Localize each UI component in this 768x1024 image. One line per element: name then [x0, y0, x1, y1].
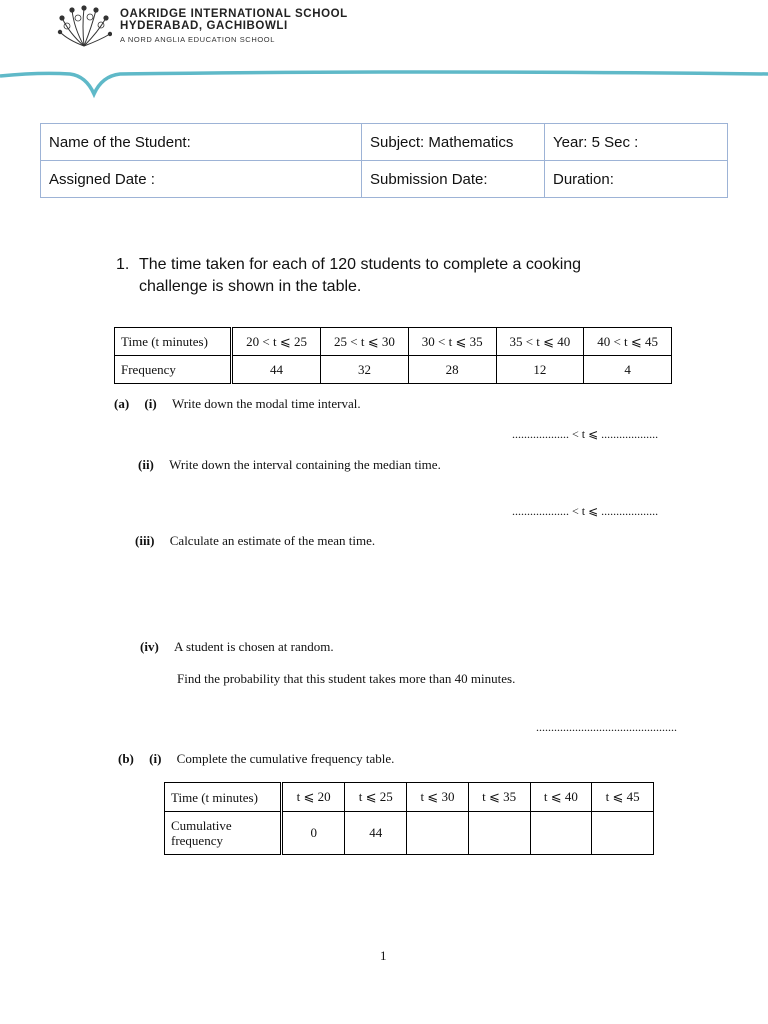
cf-answer-cell[interactable] — [407, 812, 469, 855]
question-1-text — [116, 254, 581, 298]
sub-iv-text-2: Find the probability that this student takes more than 40 minutes. — [177, 671, 516, 686]
cf-row-label-1: Cumulative — [171, 818, 232, 833]
year-section-cell: Year: 5 Sec : — [545, 124, 728, 161]
sub-i-text: Write down the modal time interval. — [171, 396, 361, 411]
cf-value-cell: 44 — [345, 812, 407, 855]
subject-cell: Subject: Mathematics — [362, 124, 545, 161]
school-affiliation: A NORD ANGLIA EDUCATION SCHOOL — [120, 35, 275, 44]
part-a-label: (a) — [114, 396, 130, 411]
sub-ii-label: (ii) — [138, 457, 154, 472]
question-number: 1. — [116, 256, 130, 273]
part-b-label: (b) — [118, 751, 134, 766]
submission-date-cell: Submission Date: — [362, 161, 545, 198]
sub-ii-text: Write down the interval containing the median time. — [169, 457, 441, 472]
part-b-sub-i-label: (i) — [149, 751, 162, 766]
cf-bound-cell: t ⩽ 25 — [345, 783, 407, 812]
sub-i-label: (i) — [144, 396, 157, 411]
interval-cell: 20 < t ⩽ 25 — [232, 328, 321, 356]
cf-answer-cell[interactable] — [592, 812, 654, 855]
student-name-cell: Name of the Student: — [41, 124, 362, 161]
answer-line-median[interactable]: ................... < t ⩽ ................... — [512, 504, 659, 518]
part-b-sub-i-text: Complete the cumulative frequency table. — [176, 751, 395, 766]
interval-cell: 35 < t ⩽ 40 — [496, 328, 584, 356]
cf-bound-cell: t ⩽ 20 — [282, 783, 345, 812]
part-b-i — [118, 751, 394, 767]
assigned-date-cell: Assigned Date : — [41, 161, 362, 198]
cf-row-header-cell — [165, 812, 282, 855]
school-location: HYDERABAD, GACHIBOWLI — [120, 20, 288, 32]
cf-row-label-2: frequency — [171, 833, 223, 848]
time-header-cell: Time (t minutes) — [115, 328, 232, 356]
sub-iv-text-1: A student is chosen at random. — [174, 639, 334, 654]
cf-answer-cell[interactable] — [468, 812, 530, 855]
cf-value-cell: 0 — [282, 812, 345, 855]
interval-cell: 40 < t ⩽ 45 — [584, 328, 672, 356]
question-line-1: The time taken for each of 120 students to complete a cooking — [139, 256, 582, 273]
cf-time-header-cell: Time (t minutes) — [165, 783, 282, 812]
interval-cell: 25 < t ⩽ 30 — [321, 328, 409, 356]
frequency-cell: 12 — [496, 356, 584, 384]
frequency-cell: 44 — [232, 356, 321, 384]
page-number: 1 — [380, 948, 387, 963]
cumulative-frequency-table — [164, 782, 654, 855]
frequency-cell: 4 — [584, 356, 672, 384]
frequency-cell: 28 — [408, 356, 496, 384]
student-info-table — [40, 123, 728, 198]
part-a-i — [114, 396, 361, 412]
question-line-2: challenge is shown in the table. — [139, 278, 362, 295]
cf-bound-cell: t ⩽ 40 — [530, 783, 592, 812]
frequency-header-cell: Frequency — [115, 356, 232, 384]
answer-line-probability[interactable]: ............................................... — [536, 720, 677, 734]
sub-iii-label: (iii) — [135, 533, 155, 548]
frequency-cell: 32 — [321, 356, 409, 384]
part-a-ii — [138, 457, 441, 473]
interval-cell: 30 < t ⩽ 35 — [408, 328, 496, 356]
school-logo — [56, 4, 112, 50]
answer-line-modal[interactable]: ................... < t ⩽ ................... — [512, 427, 659, 441]
sub-iv-label: (iv) — [140, 639, 159, 654]
cf-bound-cell: t ⩽ 45 — [592, 783, 654, 812]
frequency-table — [114, 327, 672, 384]
part-a-iii — [135, 533, 375, 549]
part-a-iv — [140, 639, 334, 655]
duration-cell: Duration: — [545, 161, 728, 198]
cf-bound-cell: t ⩽ 30 — [407, 783, 469, 812]
header-wave-divider — [0, 64, 768, 104]
cf-answer-cell[interactable] — [530, 812, 592, 855]
cf-bound-cell: t ⩽ 35 — [468, 783, 530, 812]
school-name: OAKRIDGE INTERNATIONAL SCHOOL — [120, 8, 348, 20]
school-name-block — [120, 8, 348, 44]
sub-iii-text: Calculate an estimate of the mean time. — [169, 533, 376, 548]
